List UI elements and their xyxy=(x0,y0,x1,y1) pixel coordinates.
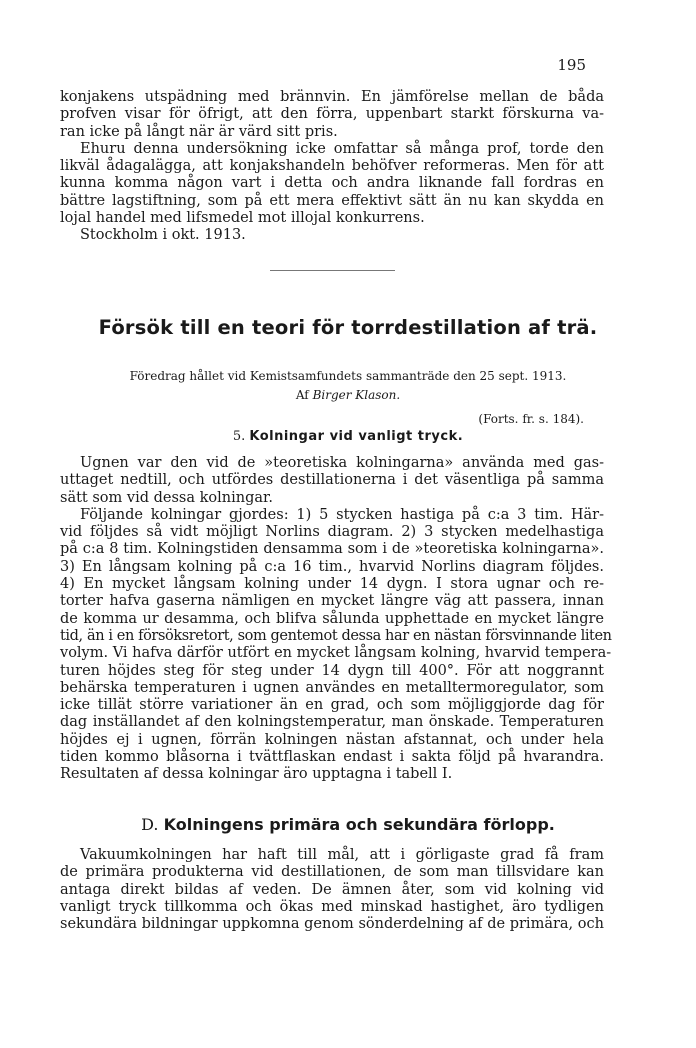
section-5-heading xyxy=(0,429,696,444)
text-line: profven visar för öfrigt, att den förra, uppenbart starkt förskurna va- xyxy=(60,106,604,123)
intro-text xyxy=(60,89,604,245)
text-line: sekundära bildningar uppkomna genom sönderdelning af de primära, och xyxy=(60,916,604,933)
continued-note: (Forts. fr. s. 184). xyxy=(478,412,584,426)
section-title: Kolningens primära och sekundära förlopp. xyxy=(163,815,555,834)
article-author xyxy=(0,388,696,402)
section-divider xyxy=(270,270,395,271)
section-d-paragraph-1 xyxy=(60,847,604,933)
section-5-paragraph-2 xyxy=(60,506,612,784)
text-line: torter hafva gaserna nämligen en mycket längre väg att passera, innan xyxy=(60,593,604,610)
article-title: Försök till en teori för torrdestillation af trä. xyxy=(98,316,598,339)
text-line: ran icke på långt när är värd sitt pris. xyxy=(60,123,338,140)
section-letter: D. xyxy=(141,815,159,834)
text-line: Ehuru denna undersökning icke omfattar så många prof, torde den xyxy=(80,140,604,157)
text-line: på c:a 8 tim. Kolningstiden densamma som i de »teoretiska kolningarna». xyxy=(60,541,604,558)
text-line: konjakens utspädning med brännvin. En jämförelse mellan de båda xyxy=(60,89,604,105)
page-number: 195 xyxy=(557,56,586,74)
text-line: antaga direkt bildas af veden. De ämnen åter, som vid kolning vid xyxy=(60,881,604,898)
text-line: Stockholm i okt. 1913. xyxy=(80,227,246,244)
section-5-paragraph-1 xyxy=(60,455,604,507)
text-line: 4) En mycket långsam kolning under 14 dygn. I stora ugnar och re- xyxy=(60,576,604,593)
text-line: bättre lagstiftning, som på ett mera effektivt sätt än nu kan skydda en xyxy=(60,192,604,209)
section-5-text xyxy=(60,455,612,784)
intro-paragraph-3 xyxy=(60,227,604,244)
section-d-text xyxy=(60,847,604,933)
text-line: dag inställandet af den kolningstemperatur, man önskade. Temperaturen xyxy=(60,714,604,731)
text-line: volym. Vi hafva därför utfört en mycket långsam kolning, hvarvid tempera- xyxy=(60,645,612,662)
author-name: Birger Klason. xyxy=(312,388,401,402)
text-line: de komma ur desamma, och blifva sålunda upphettade en mycket längre xyxy=(60,610,604,627)
text-line: Resultaten af dessa kolningar äro upptagna i tabell I. xyxy=(60,766,453,783)
text-line: Följande kolningar gjordes: 1) 5 stycken hastiga på c:a 3 tim. Här- xyxy=(80,506,604,523)
text-line: sätt som vid dessa kolningar. xyxy=(60,489,273,506)
text-line: vid följdes så vidt möjligt Norlins diagram. 2) 3 stycken medelhastiga xyxy=(60,524,604,541)
author-prefix: Af xyxy=(295,388,309,402)
text-line: lojal handel med lifsmedel mot illojal konkurrens. xyxy=(60,210,425,227)
text-line: tiden kommo blåsorna i tvättflaskan endast i sakta följd på hvarandra. xyxy=(60,749,604,766)
text-line: höjdes ej i ugnen, förrän kolningen nästan afstannat, och under hela xyxy=(60,731,604,748)
intro-paragraph-1 xyxy=(60,89,604,141)
section-number: 5. xyxy=(232,429,246,444)
text-line: Ugnen var den vid de »teoretiska kolningarna» använda med gas- xyxy=(80,455,604,471)
text-line: tid, än i en försöksretort, som gentemot dessa har en nästan försvinnande liten xyxy=(60,627,612,644)
text-line: vanligt tryck tillkomma och ökas med minskad hastighet, äro tydligen xyxy=(60,898,604,915)
intro-paragraph-2 xyxy=(60,141,604,227)
text-line: turen höjdes steg för steg under 14 dygn till 400°. För att noggrannt xyxy=(60,662,604,679)
text-line: icke tillät större variationer än en grad, och som möjliggjorde dag för xyxy=(60,697,604,714)
text-line: behärska temperaturen i ugnen användes en metalltermoregulator, som xyxy=(60,679,604,696)
text-line: kunna komma någon vart i detta och andra liknande fall fordras en xyxy=(60,175,604,192)
text-line: Vakuumkolningen har haft till mål, att i görligaste grad få fram xyxy=(80,847,604,863)
text-line: likväl ådagalägga, att konjakshandeln behöfver reformeras. Men för att xyxy=(60,158,604,175)
text-line: uttaget nedtill, och utfördes destillationerna i det väsentliga på samma xyxy=(60,472,604,489)
section-d-heading xyxy=(0,815,696,834)
article-subtitle: Föredrag hållet vid Kemistsamfundets sammanträde den 25 sept. 1913. xyxy=(129,369,567,383)
text-line: de primära produkterna vid destillationen, de som man tillsvidare kan xyxy=(60,864,604,881)
section-title: Kolningar vid vanligt tryck. xyxy=(249,429,464,444)
text-line: 3) En långsam kolning på c:a 16 tim., hvarvid Norlins diagram följdes. xyxy=(60,558,604,575)
